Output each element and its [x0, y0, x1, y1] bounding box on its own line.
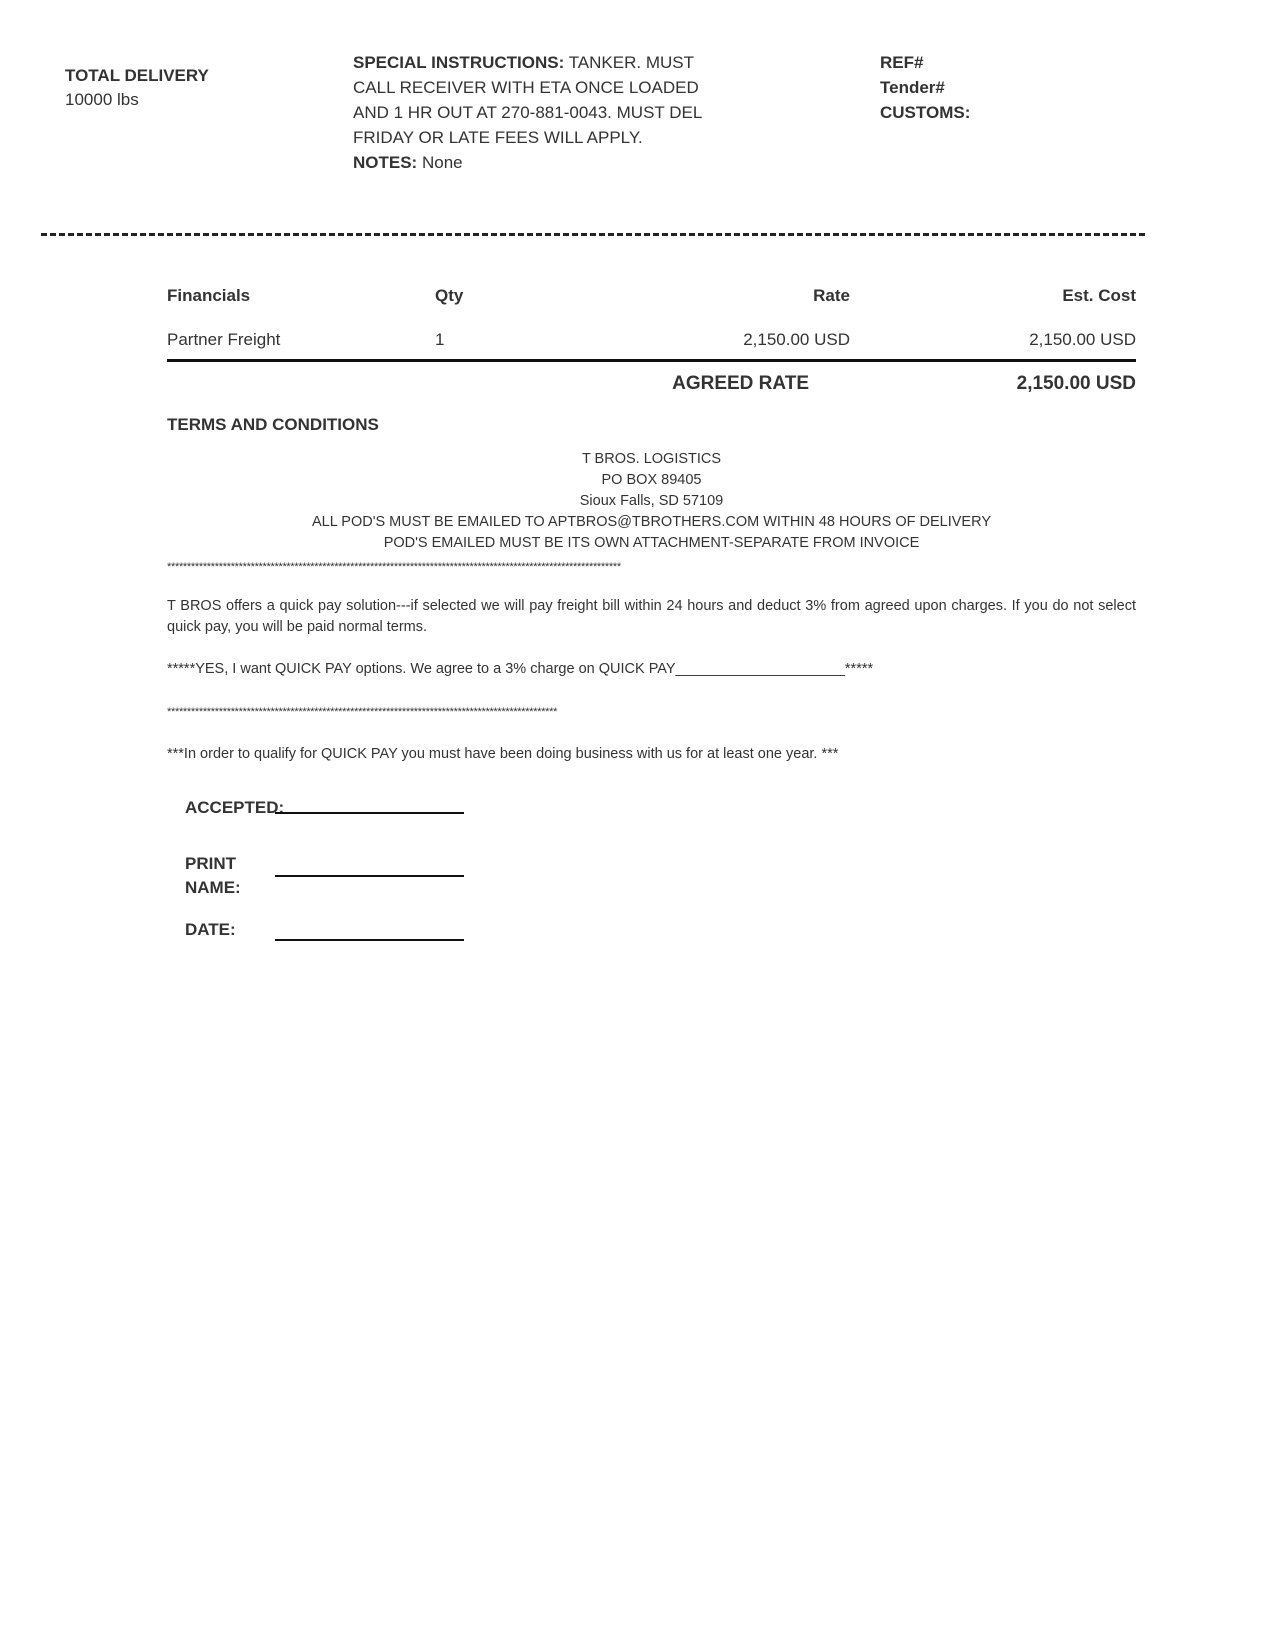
- tender-label: Tender#: [880, 78, 945, 97]
- notes-label: NOTES:: [353, 153, 418, 172]
- agreed-rate-label: AGREED RATE: [672, 373, 809, 394]
- print-name-label-2: NAME:: [185, 878, 241, 897]
- financials-table: [167, 282, 1136, 406]
- address-line: PO BOX 89405: [601, 472, 702, 488]
- total-delivery-value: 10000 lbs: [65, 90, 139, 109]
- table-row: [167, 325, 1136, 355]
- financials-header-row: [167, 282, 1136, 310]
- company-address-block: [167, 449, 1136, 554]
- address-line: ALL POD'S MUST BE EMAILED TO APTBROS@TBROTHERS.COM WITHIN 48 HOURS OF DELIVERY: [312, 514, 991, 530]
- print-name-label-1: PRINT: [185, 854, 236, 873]
- rate-header: Rate: [813, 286, 850, 305]
- notes: [353, 150, 723, 175]
- address-line: T BROS. LOGISTICS: [581, 451, 722, 467]
- terms-title: TERMS AND CONDITIONS: [167, 415, 379, 434]
- qty-header: Qty: [435, 286, 464, 305]
- quick-pay-text: T BROS offers a quick pay solution---if selected we will pay freight bill within 24 hours and deduct 3% from agreed upon charges. If you do not select quick pay, you will be paid normal terms.: [167, 598, 1136, 635]
- agreed-rate-value: 2,150.00 USD: [1016, 373, 1136, 394]
- stars-separator: ******************************************************************************************************************: [167, 561, 621, 573]
- quick-pay-option: *****YES, I want QUICK PAY options. We agree to a 3% charge on QUICK PAY_____________________*****: [167, 661, 874, 677]
- accepted-label: ACCEPTED:: [185, 798, 285, 817]
- address-line: POD'S EMAILED MUST BE ITS OWN ATTACHMENT-SEPARATE FROM INVOICE: [383, 535, 920, 551]
- address-line: Sioux Falls, SD 57109: [579, 493, 724, 509]
- item-qty: 1: [435, 330, 445, 349]
- accepted-signature-line[interactable]: [275, 812, 464, 814]
- special-instructions-label: SPECIAL INSTRUCTIONS:: [353, 53, 565, 72]
- dashed-divider: [41, 233, 1145, 236]
- item-rate: 2,150.00 USD: [743, 330, 850, 349]
- reference-block: [880, 50, 1180, 125]
- customs-label: CUSTOMS:: [880, 103, 971, 122]
- ref-label: REF#: [880, 53, 924, 72]
- special-instructions: [353, 50, 723, 150]
- special-instructions-block: [353, 50, 723, 175]
- date-line[interactable]: [275, 939, 464, 941]
- print-name-line[interactable]: [275, 875, 464, 877]
- stars-separator: **************************************************************************************************: [167, 706, 558, 718]
- date-label: DATE:: [185, 920, 236, 939]
- notes-text: None: [421, 153, 463, 172]
- item-cost: 2,150.00 USD: [1029, 330, 1136, 349]
- total-delivery-block: [65, 64, 305, 112]
- item-name: Partner Freight: [167, 330, 281, 349]
- special-instructions-text: TANKER. MUST CALL RECEIVER WITH ETA ONCE LOADED AND 1 HR OUT AT 270-881-0043. MUST DEL FRIDAY OR LATE FEES WILL APPLY.: [353, 53, 702, 147]
- total-delivery-label: TOTAL DELIVERY: [65, 66, 209, 85]
- est-cost-header: Est. Cost: [1062, 286, 1136, 305]
- agreed-rate-row: [167, 362, 1136, 406]
- quick-pay-qualification: ***In order to qualify for QUICK PAY you must have been doing business with us for at least one year. ***: [167, 746, 839, 762]
- financials-header: Financials: [167, 286, 251, 305]
